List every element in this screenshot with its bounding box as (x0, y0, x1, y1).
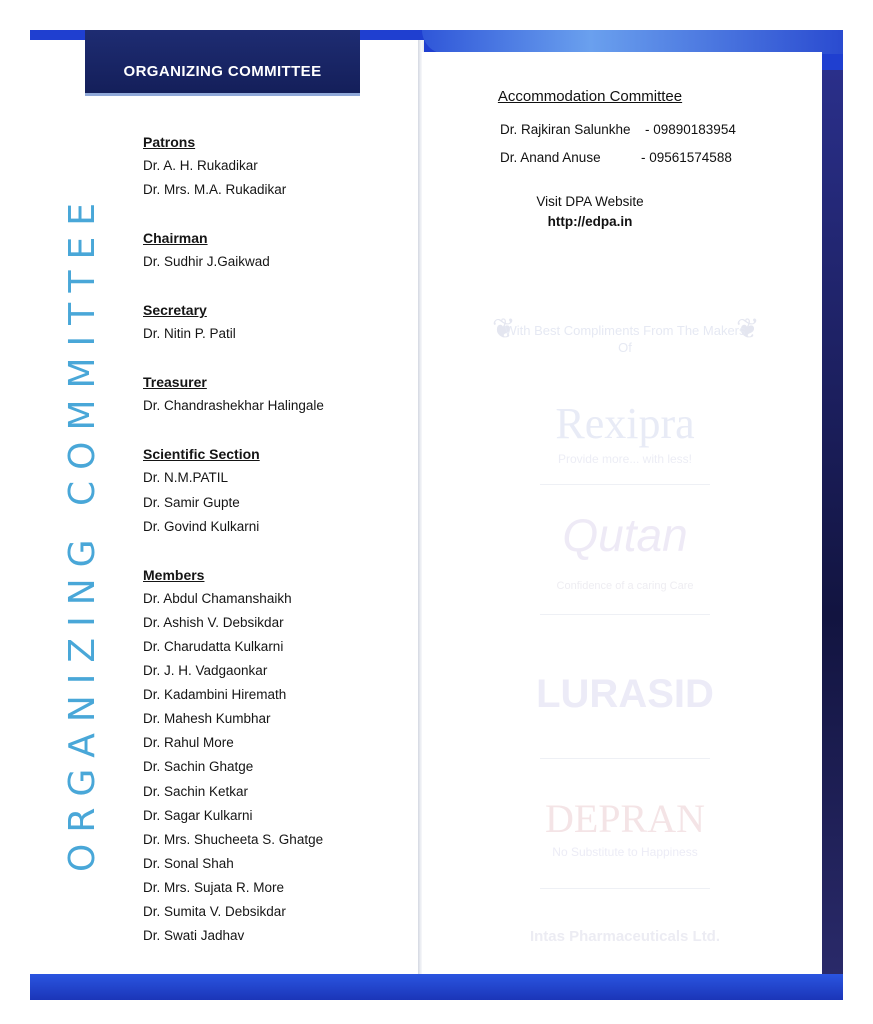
committee-banner (85, 30, 360, 96)
ornament-right-icon: ❦ (736, 313, 760, 344)
member-name: Dr. Sonal Shah (143, 855, 234, 871)
committee-section (143, 370, 383, 418)
member-name: Dr. Charudatta Kulkarni (143, 638, 284, 654)
committee-section (143, 130, 383, 202)
member-name: Dr. Kadambini Hiremath (143, 687, 287, 703)
depran-tagline: No Substitute to Happiness (552, 845, 698, 859)
brand-lurasid: LURASID (536, 672, 714, 716)
member-name: Dr. Sumita V. Debsikdar (143, 903, 286, 919)
member-name: Dr. Abdul Chamanshaikh (143, 590, 292, 606)
accommodation-title: Accommodation Committee (497, 88, 683, 105)
committee-section (143, 226, 383, 274)
member-name: Dr. Samir Gupte (143, 494, 240, 510)
brand-rexipra: Rexipra (555, 399, 695, 448)
website-link[interactable]: http://edpa.in (547, 214, 633, 229)
member-name: Dr. N.M.PATIL (143, 470, 229, 486)
contact-phone: - 09890183954 (645, 122, 736, 137)
member-name: Dr. Govind Kulkarni (143, 518, 260, 534)
committee-section (143, 442, 383, 538)
section-heading: Secretary (143, 302, 207, 319)
rexipra-tagline: Provide more... with less! (557, 452, 693, 466)
member-name: Dr. Ashish V. Debsikdar (143, 614, 284, 630)
contact-row (420, 144, 760, 172)
member-name: Dr. Sachin Ghatge (143, 759, 254, 775)
ornament-left-icon: ❦ (492, 313, 516, 344)
divider (540, 758, 710, 759)
member-name: Dr. Mrs. M.A. Rukadikar (143, 182, 287, 198)
qutan-tagline: Confidence of a caring Care (556, 580, 694, 592)
member-name: Dr. J. H. Vadgaonkar (143, 663, 268, 679)
brand-qutan: Qutan (562, 509, 688, 561)
committee-section (143, 298, 383, 346)
divider (540, 614, 710, 615)
member-name: Dr. Mrs. Sujata R. More (143, 879, 285, 895)
accommodation-block (420, 88, 760, 232)
website-label: Visit DPA Website (536, 194, 644, 209)
dark-edge (821, 70, 843, 980)
banner-title: ORGANIZING COMMITTEE (123, 63, 322, 80)
contact-name: Dr. Anand Anuse (500, 150, 601, 165)
section-heading: Treasurer (143, 374, 207, 391)
section-heading: Patrons (143, 134, 196, 150)
website-block (460, 192, 720, 232)
member-name: Dr. Sagar Kulkarni (143, 807, 253, 823)
brand-depran: DEPRAN (544, 796, 706, 841)
member-name: Dr. Nitin P. Patil (143, 326, 236, 342)
member-name: Dr. Sudhir J.Gaikwad (143, 254, 270, 270)
member-name: Dr. Chandrashekhar Halingale (143, 398, 324, 414)
section-heading: Members (143, 566, 205, 583)
company-name: Intas Pharmaceuticals Ltd. (529, 928, 721, 945)
committee-section (143, 563, 383, 948)
divider (540, 484, 710, 485)
member-name: Dr. Swati Jadhav (143, 928, 245, 944)
vertical-title: ORGANIZING COMMITTEE (62, 191, 103, 872)
compliments-text: With Best Compliments From The Makers Of (504, 323, 746, 355)
member-name: Dr. Mahesh Kumbhar (143, 711, 271, 727)
member-name: Dr. Sachin Ketkar (143, 783, 249, 799)
section-heading: Scientific Section (143, 446, 260, 463)
committee-list (143, 130, 383, 972)
top-decor-strip (422, 30, 843, 54)
section-heading: Chairman (143, 230, 208, 247)
contact-name: Dr. Rajkiran Salunkhe (500, 122, 631, 137)
contact-row (420, 116, 760, 144)
contact-phone: - 09561574588 (641, 150, 732, 165)
member-name: Dr. Mrs. Shucheeta S. Ghatge (143, 831, 324, 847)
divider (540, 888, 710, 889)
member-name: Dr. Rahul More (143, 735, 234, 751)
member-name: Dr. A. H. Rukadikar (143, 158, 258, 173)
